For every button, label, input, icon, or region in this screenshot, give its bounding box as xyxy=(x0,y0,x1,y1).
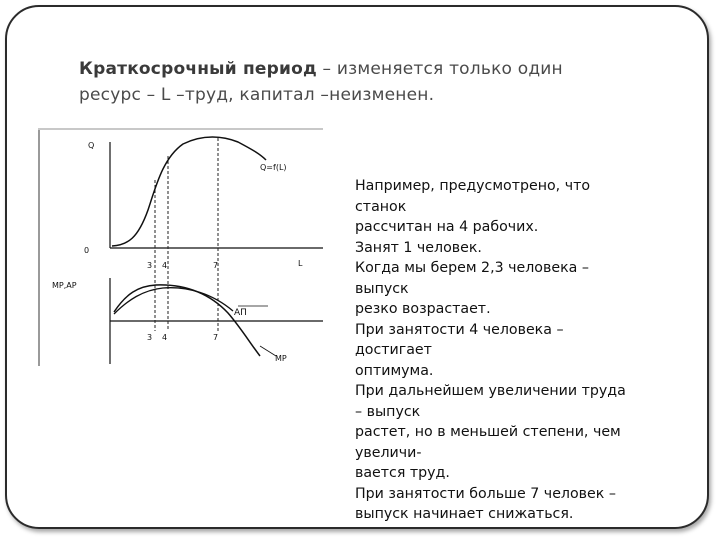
explanation-line: Например, предусмотрено, что xyxy=(355,178,591,194)
tp-curve-label: Q=f(L) xyxy=(260,163,287,172)
explanation-line: увеличи- xyxy=(355,444,422,461)
explanation-line: резко возрастает. xyxy=(355,301,491,317)
explanation-line: вается труд. xyxy=(355,465,450,481)
explanation-line: Когда мы берем 2,3 человека – xyxy=(355,260,589,276)
mp-curve-label: MP xyxy=(275,354,287,363)
explanation-text xyxy=(355,176,700,525)
title-definition: – изменяется только один xyxy=(316,59,563,79)
l-axis-label: L xyxy=(298,259,303,268)
explanation-line: достигает xyxy=(355,342,432,358)
explanation-line: При занятости 4 человека – xyxy=(355,321,564,338)
explanation-line: – выпуск xyxy=(355,403,421,420)
title-line-2: ресурс – L –труд, капитал –неизменен. xyxy=(79,85,435,105)
slide-title xyxy=(79,56,679,108)
title-bold-term: Краткосрочный период xyxy=(79,59,317,79)
title-line-1 xyxy=(79,56,679,82)
explanation-line: станок xyxy=(355,198,407,215)
graph-left-border xyxy=(38,128,40,366)
explanation-line: Занят 1 человек. xyxy=(355,239,482,256)
ap-curve-label: АП xyxy=(234,308,247,318)
explanation-line: растет, но в меньшей степени, чем xyxy=(355,424,621,440)
tick-bottom-4: 4 xyxy=(162,333,168,342)
mp-ap-axis-label: MP,AP xyxy=(52,281,77,290)
explanation-line: При занятости больше 7 человек – xyxy=(355,485,616,502)
origin-label: 0 xyxy=(84,246,90,255)
explanation-line: оптимума. xyxy=(355,362,434,379)
q-axis-label: Q xyxy=(88,141,95,150)
explanation-line: рассчитан на 4 рабочих. xyxy=(355,219,539,235)
tick-top-4: 4 xyxy=(162,261,168,270)
graph-top-border xyxy=(38,128,323,130)
explanation-line: выпуск начинает снижаться. xyxy=(355,506,574,522)
tick-top-3: 3 xyxy=(147,261,153,270)
explanation-line: выпуск xyxy=(355,280,409,297)
tick-bottom-3: 3 xyxy=(147,333,153,342)
explanation-line: При дальнейшем увеличении труда xyxy=(355,383,626,399)
tick-bottom-7: 7 xyxy=(213,333,219,342)
tick-top-7: 7 xyxy=(213,261,219,270)
production-graph xyxy=(38,128,323,366)
